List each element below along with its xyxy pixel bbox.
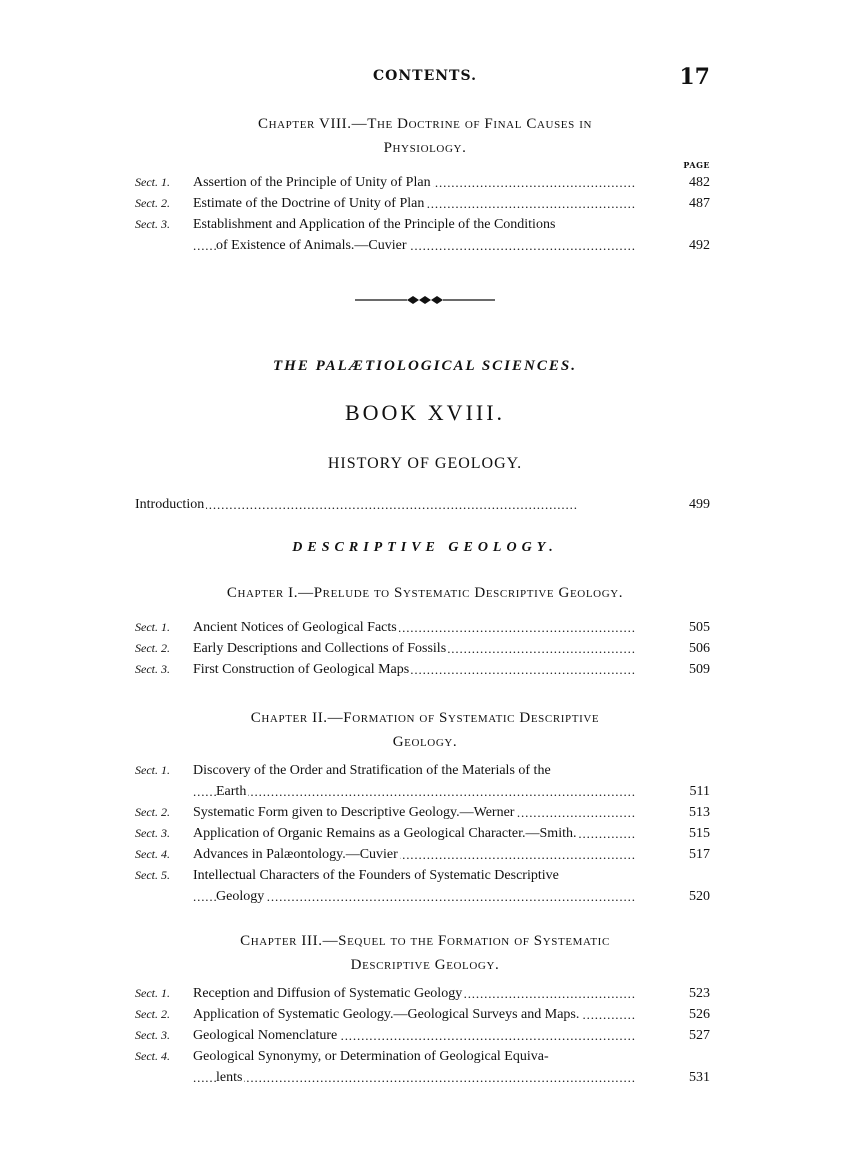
chapter-2-heading-line-1: Chapter II.—Formation of Systematic Descriptive: [250, 710, 600, 726]
entry-page: 487: [679, 193, 710, 214]
section-label: Sect. 3.: [135, 826, 170, 840]
entry-title: Estimate of the Doctrine of Unity of Plan: [193, 196, 425, 211]
entry-title: Systematic Form given to Descriptive Geology.—Werner: [193, 805, 515, 820]
entry-title: Reception and Diffusion of Systematic Geology: [193, 986, 463, 1001]
chapter-3-heading-line-2: Descriptive Geology.: [350, 957, 500, 973]
entry-title: lents: [216, 1070, 243, 1085]
chapter-3-heading: [130, 929, 720, 977]
book-title: BOOK XVIII.: [344, 400, 506, 425]
section-number: [135, 823, 191, 844]
section-label: Sect. 2.: [135, 196, 170, 210]
section-number: [135, 1004, 191, 1025]
entry-page: 527: [679, 1025, 710, 1046]
entry-page: 520: [679, 886, 710, 907]
section-label: Sect. 3.: [135, 662, 170, 676]
entry-page: 517: [679, 844, 710, 865]
entry-page: 526: [679, 1004, 710, 1025]
entry-page: 505: [679, 617, 710, 638]
ornamental-divider: [355, 292, 495, 308]
entry-title: Geological Nomenclature: [193, 1028, 338, 1043]
section-number: [135, 865, 191, 886]
page-number: 17: [679, 64, 710, 90]
section-label: Sect. 1.: [135, 763, 170, 777]
section-label: Sect. 2.: [135, 805, 170, 819]
section-number: [135, 802, 191, 823]
section-label: Sect. 2.: [135, 1007, 170, 1021]
entry-title: Advances in Palæontology.—Cuvier: [193, 847, 398, 862]
chapter-2-heading: [130, 706, 720, 754]
entry-title: Intellectual Characters of the Founders of Systematic Descriptive: [193, 868, 559, 883]
entry-page: 482: [679, 172, 710, 193]
section-label: Sect. 1.: [135, 986, 170, 1000]
entry-page: 531: [679, 1067, 710, 1088]
entry-title: Application of Organic Remains as a Geological Character.—Smith.: [193, 826, 577, 841]
entry-page: 523: [679, 983, 710, 1004]
section-label: Sect. 3.: [135, 1028, 170, 1042]
entry-title: First Construction of Geological Maps: [193, 662, 410, 677]
section-label: Sect. 1.: [135, 620, 170, 634]
entry-page: 509: [679, 659, 710, 680]
section-number: [135, 1046, 191, 1067]
introduction-entry: [135, 494, 710, 515]
chapter-8-heading-line-2: Physiology.: [383, 140, 467, 156]
history-title: HISTORY OF GEOLOGY.: [327, 455, 523, 472]
chapter-8-heading: [130, 112, 720, 160]
section-number: [135, 1025, 191, 1046]
section-number: [135, 760, 191, 781]
chapter-2-heading-line-2: Geology.: [392, 734, 458, 750]
entry-title: Discovery of the Order and Stratification of the Materials of the: [193, 763, 551, 778]
entry-title: Geology: [216, 889, 265, 904]
section-number: [135, 983, 191, 1004]
chapter-3-heading-line-1: Chapter III.—Sequel to the Formation of Systematic: [240, 933, 610, 949]
running-title: CONTENTS.: [373, 68, 477, 84]
section-label: Sect. 1.: [135, 175, 170, 189]
entry-title: Establishment and Application of the Principle of the Conditions: [193, 217, 556, 232]
entry-title: Assertion of the Principle of Unity of Plan: [193, 175, 431, 190]
section-label: Sect. 3.: [135, 217, 170, 231]
entry-page: 515: [679, 823, 710, 844]
section-number: [135, 844, 191, 865]
section-number: [135, 638, 191, 659]
palaetiological-sciences-title: THE PALÆTIOLOGICAL SCIENCES.: [273, 358, 577, 374]
section-number: [135, 193, 191, 214]
entry-page: 511: [680, 781, 710, 802]
entry-title: Ancient Notices of Geological Facts: [193, 620, 397, 635]
introduction-page: 499: [679, 494, 710, 515]
entry-title: Earth: [216, 784, 247, 799]
section-label: Sect. 4.: [135, 1049, 170, 1063]
page-column-label: PAGE: [683, 160, 710, 170]
section-number: [135, 172, 191, 193]
entry-title: Geological Synonymy, or Determination of Geological Equiva-: [193, 1049, 549, 1064]
section-number: [135, 214, 191, 235]
section-number: [135, 617, 191, 638]
section-label: Sect. 4.: [135, 847, 170, 861]
entry-title: of Existence of Animals.—Cuvier: [216, 238, 407, 253]
entry-title: Early Descriptions and Collections of Fossils: [193, 641, 447, 656]
section-number: [135, 659, 191, 680]
chapter-1-heading: [110, 581, 740, 605]
chapter-8-heading-line-1: Chapter VIII.—The Doctrine of Final Causes in: [257, 116, 593, 132]
entry-page: 492: [679, 235, 710, 256]
chapter-1-heading-line: Chapter I.—Prelude to Systematic Descriptive Geology.: [226, 585, 624, 601]
section-label: Sect. 2.: [135, 641, 170, 655]
entry-page: 506: [679, 638, 710, 659]
descriptive-geology-title: DESCRIPTIVE GEOLOGY.: [292, 540, 558, 555]
introduction-label: Introduction: [135, 497, 205, 512]
section-label: Sect. 5.: [135, 868, 170, 882]
entry-page: 513: [679, 802, 710, 823]
entry-title: Application of Systematic Geology.—Geological Surveys and Maps.: [193, 1007, 580, 1022]
running-header: [0, 64, 850, 94]
